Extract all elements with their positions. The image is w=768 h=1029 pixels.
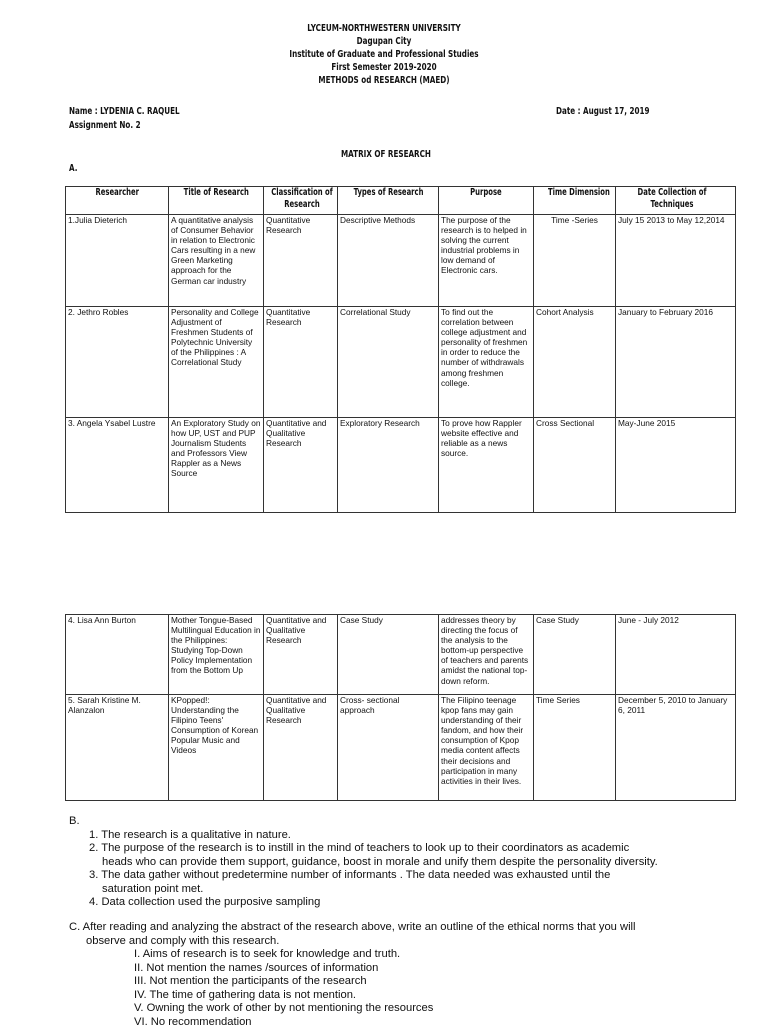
section-b-label: B. — [69, 815, 658, 829]
time-dimension-cell: Cohort Analysis — [534, 307, 616, 418]
title-cell: KPopped!: Understanding the Filipino Teens' Consumption of Korean Popular Music and Videos — [169, 695, 264, 801]
time-dimension-cell: Time -Series — [534, 215, 616, 307]
title-cell: Personality and College Adjustment of Freshmen Students of Polytechnic University of the Philippines : A Correlational Study — [169, 307, 264, 418]
matrix-title: MATRIX OF RESEARCH — [341, 149, 431, 160]
collection-cell: May-June 2015 — [616, 418, 736, 513]
section-c — [69, 921, 636, 1029]
column-header: Types of Research — [338, 187, 439, 215]
type-cell: Correlational Study — [338, 307, 439, 418]
column-header: Date Collection of Techniques — [616, 187, 736, 215]
classification-cell: Quantitative and Qualitative Research — [264, 418, 338, 513]
table-row — [66, 215, 736, 307]
researcher-cell: 3. Angela Ysabel Lustre — [66, 418, 169, 513]
section-c-item: V. Owning the work of other by not mentioning the resources — [69, 1002, 636, 1016]
researcher-cell: 5. Sarah Kristine M. Alanzalon — [66, 695, 169, 801]
section-c-item: III. Not mention the participants of the research — [69, 975, 636, 989]
type-cell: Exploratory Research — [338, 418, 439, 513]
collection-cell: June - July 2012 — [616, 615, 736, 695]
collection-cell: December 5, 2010 to January 6, 2011 — [616, 695, 736, 801]
section-b-item: heads who can provide them support, guidance, boost in morale and unify them despite the personality diversity. — [69, 856, 658, 870]
section-b-item: saturation point met. — [69, 883, 658, 897]
section-c-item: II. Not mention the names /sources of information — [69, 962, 636, 976]
research-matrix-table-1 — [65, 186, 736, 513]
title-cell: Mother Tongue-Based Multilingual Education in the Philippines: Studying Top-Down Policy Implementation from the Bottom Up — [169, 615, 264, 695]
semester: First Semester 2019-2020 — [108, 61, 661, 74]
column-header: Purpose — [439, 187, 534, 215]
column-header: Classification of Research — [264, 187, 338, 215]
purpose-cell: addresses theory by directing the focus of the analysis to the bottom-up perspective of teachers and parents amidst the national top-down reform. — [439, 615, 534, 695]
purpose-cell: The purpose of the research is to helped in solving the current industrial problems in low demand of Electronic cars. — [439, 215, 534, 307]
time-dimension-cell: Case Study — [534, 615, 616, 695]
time-dimension-cell: Time Series — [534, 695, 616, 801]
section-b-item: 2. The purpose of the research is to instill in the mind of teachers to look up to their coordinators as academic — [69, 842, 658, 856]
university-name: LYCEUM-NORTHWESTERN UNIVERSITY — [108, 22, 661, 35]
type-cell: Case Study — [338, 615, 439, 695]
column-header: Time Dimension — [534, 187, 616, 215]
table-row — [66, 418, 736, 513]
document-header — [0, 22, 768, 87]
title-cell: A quantitative analysis of Consumer Behavior in relation to Electronic Cars resulting in a new Green Marketing approach for the German car industry — [169, 215, 264, 307]
table-row — [66, 615, 736, 695]
purpose-cell: To prove how Rappler website effective and reliable as a news source. — [439, 418, 534, 513]
collection-cell: January to February 2016 — [616, 307, 736, 418]
section-b — [69, 815, 658, 910]
section-b-item: 4. Data collection used the purposive sampling — [69, 896, 658, 910]
type-cell: Cross- sectional approach — [338, 695, 439, 801]
table-header-row — [66, 187, 736, 215]
section-c-item: I. Aims of research is to seek for knowledge and truth. — [69, 948, 636, 962]
section-a-label: A. — [69, 163, 77, 174]
table-row — [66, 695, 736, 801]
purpose-cell: To find out the correlation between college adjustment and personality of freshmen in order to reduce the number of withdrawals among freshmen college. — [439, 307, 534, 418]
researcher-cell: 2. Jethro Robles — [66, 307, 169, 418]
section-b-item: 1. The research is a qualitative in nature. — [69, 829, 658, 843]
assignment-date: Date : August 17, 2019 — [556, 106, 650, 117]
section-c-intro: observe and comply with this research. — [69, 935, 636, 949]
institute-name: Institute of Graduate and Professional Studies — [108, 48, 661, 61]
section-b-item: 3. The data gather without predetermine number of informants . The data needed was exhausted until the — [69, 869, 658, 883]
researcher-cell: 1.Julia Dieterich — [66, 215, 169, 307]
section-c-item: VI. No recommendation — [69, 1016, 636, 1029]
classification-cell: Quantitative Research — [264, 307, 338, 418]
researcher-cell: 4. Lisa Ann Burton — [66, 615, 169, 695]
student-name: Name : LYDENIA C. RAQUEL — [69, 106, 180, 117]
title-cell: An Exploratory Study on how UP, UST and PUP Journalism Students and Professors View Rappler as a News Source — [169, 418, 264, 513]
research-matrix-table-2 — [65, 614, 736, 801]
course-name: METHODS od RESEARCH (MAED) — [108, 74, 661, 87]
classification-cell: Quantitative and Qualitative Research — [264, 695, 338, 801]
section-c-item: IV. The time of gathering data is not mention. — [69, 989, 636, 1003]
assignment-number: Assignment No. 2 — [69, 120, 141, 131]
table-row — [66, 307, 736, 418]
classification-cell: Quantitative and Qualitative Research — [264, 615, 338, 695]
purpose-cell: The Filipino teenage kpop fans may gain understanding of their fandom, and how their consumption of Kpop media content affects their decisions and participation in many activities in their lives. — [439, 695, 534, 801]
type-cell: Descriptive Methods — [338, 215, 439, 307]
city-name: Dagupan City — [108, 35, 661, 48]
time-dimension-cell: Cross Sectional — [534, 418, 616, 513]
column-header: Title of Research — [169, 187, 264, 215]
classification-cell: Quantitative Research — [264, 215, 338, 307]
column-header: Researcher — [66, 187, 169, 215]
section-c-intro: C. After reading and analyzing the abstract of the research above, write an outline of the ethical norms that you will — [69, 921, 636, 935]
collection-cell: July 15 2013 to May 12,2014 — [616, 215, 736, 307]
